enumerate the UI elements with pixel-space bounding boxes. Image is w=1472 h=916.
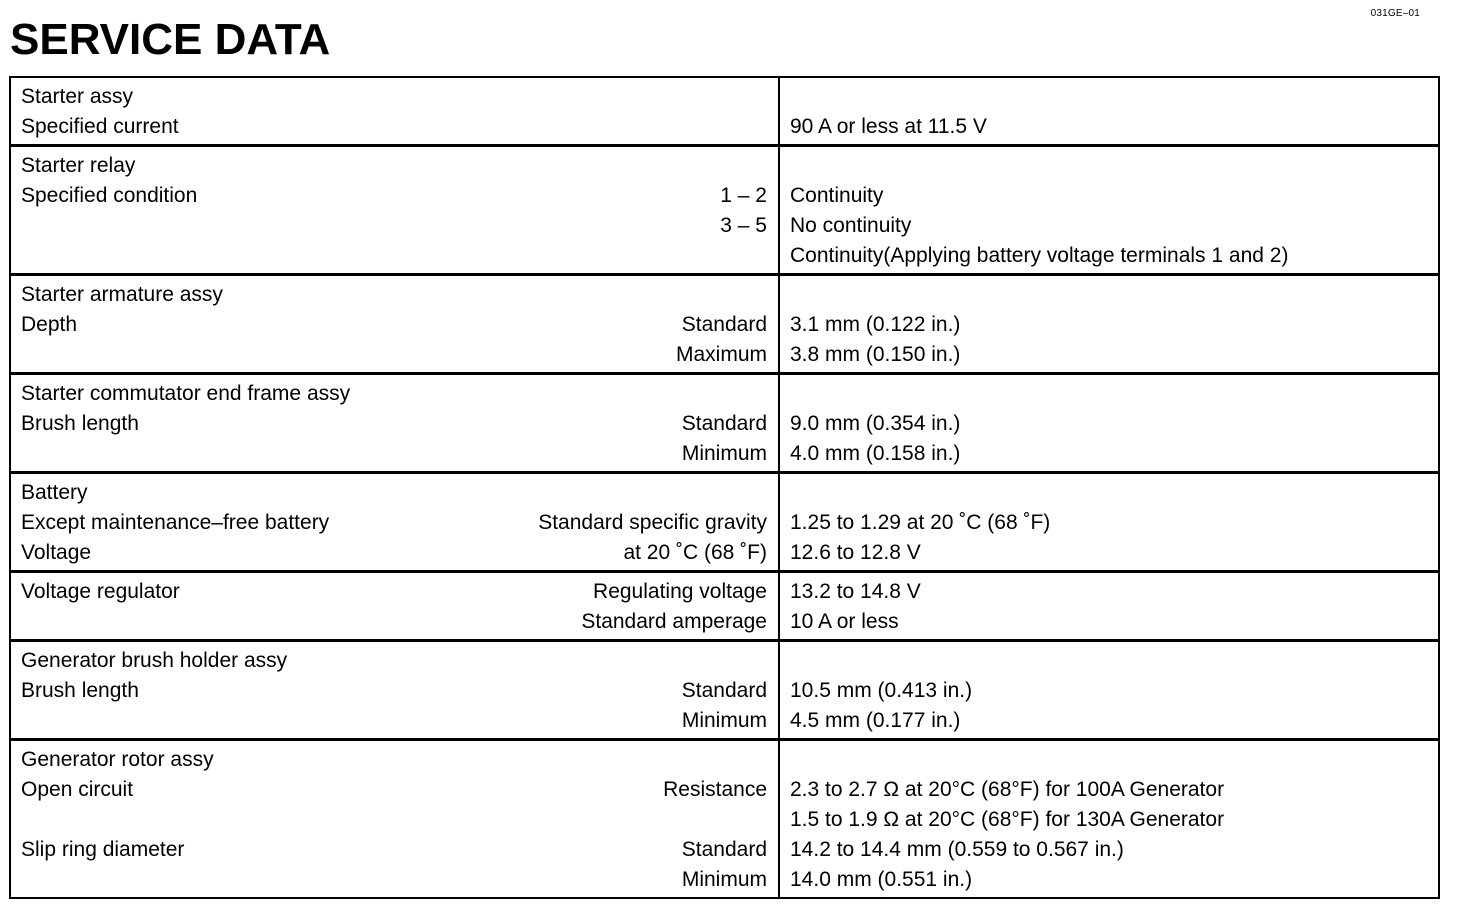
spec-line [21, 82, 767, 112]
spec-line [21, 211, 767, 241]
spec-condition-label: Standard amperage [581, 610, 767, 633]
spec-item-label: Battery [21, 481, 88, 504]
spec-condition-label: Standard [681, 679, 767, 702]
spec-value: 14.2 to 14.4 mm (0.559 to 0.567 in.) [790, 838, 1124, 861]
spec-line [21, 646, 767, 676]
spec-condition-label: 1 – 2 [720, 184, 767, 207]
spec-item-label: Starter assy [21, 85, 134, 108]
spec-condition-label: Minimum [681, 868, 767, 891]
spec-item-label: Specified condition [21, 184, 198, 207]
spec-line [21, 676, 767, 706]
spec-line [21, 835, 767, 865]
spec-line [21, 745, 767, 775]
spec-condition-label: at 20 ˚C (68 ˚F) [623, 541, 767, 564]
spec-item-label: Generator rotor assy [21, 748, 214, 771]
spec-value [790, 379, 1428, 409]
spec-condition-label: Minimum [681, 709, 767, 732]
spec-value: 90 A or less at 11.5 V [790, 115, 987, 138]
spec-value [790, 646, 1428, 676]
spec-item-label: Voltage regulator [21, 580, 180, 603]
spec-value: 3.1 mm (0.122 in.) [790, 313, 961, 336]
spec-item-column [11, 474, 780, 570]
spec-item-label: Open circuit [21, 778, 134, 801]
spec-value: 12.6 to 12.8 V [790, 541, 921, 564]
spec-value: 1.25 to 1.29 at 20 ˚C (68 ˚F) [790, 511, 1051, 534]
spec-condition-label: Standard [681, 313, 767, 336]
spec-item-label: Except maintenance–free battery [21, 511, 330, 534]
spec-line [21, 439, 767, 469]
service-data-table [9, 76, 1440, 899]
spec-value: Continuity(Applying battery voltage terminals 1 and 2) [790, 244, 1289, 267]
spec-value-column [780, 474, 1438, 570]
spec-line [21, 181, 767, 211]
page-title: SERVICE DATA [10, 15, 331, 64]
spec-value [790, 151, 1428, 181]
spec-value: 3.8 mm (0.150 in.) [790, 343, 961, 366]
spec-value-column [780, 642, 1438, 738]
spec-item-label: Slip ring diameter [21, 838, 185, 861]
spec-item-column [11, 375, 780, 471]
spec-line [21, 241, 767, 271]
spec-item-column [11, 573, 780, 639]
spec-item-label: Specified current [21, 115, 179, 138]
spec-item-label: Brush length [21, 679, 139, 702]
spec-section [11, 78, 1438, 147]
spec-value: 10.5 mm (0.413 in.) [790, 679, 973, 702]
spec-item-label: Voltage [21, 541, 92, 564]
spec-item-column [11, 276, 780, 372]
spec-item-column [11, 147, 780, 273]
spec-item-label: Depth [21, 313, 78, 336]
spec-item-column [11, 78, 780, 144]
spec-condition-label: Maximum [675, 343, 767, 366]
spec-condition-label: Standard [681, 412, 767, 435]
spec-line [21, 112, 767, 142]
spec-line [21, 409, 767, 439]
spec-value-column [780, 276, 1438, 372]
spec-value: 4.5 mm (0.177 in.) [790, 709, 961, 732]
spec-item-label: Starter relay [21, 154, 136, 177]
spec-section [11, 147, 1438, 276]
spec-condition-label: Regulating voltage [593, 580, 767, 603]
spec-value [790, 280, 1428, 310]
spec-condition-label: Resistance [663, 778, 767, 801]
spec-section [11, 642, 1438, 741]
spec-section [11, 741, 1438, 897]
spec-section [11, 375, 1438, 474]
spec-line [21, 379, 767, 409]
spec-item-label: Starter armature assy [21, 283, 223, 306]
spec-condition-label: 3 – 5 [720, 214, 767, 237]
spec-item-label: Starter commutator end frame assy [21, 382, 351, 405]
spec-value [790, 82, 1428, 112]
spec-line [21, 151, 767, 181]
spec-line [21, 340, 767, 370]
spec-line [21, 538, 767, 568]
spec-value-column [780, 375, 1438, 471]
spec-item-label: Generator brush holder assy [21, 649, 288, 672]
spec-value: 10 A or less [790, 610, 899, 633]
spec-value-column [780, 78, 1438, 144]
spec-value-column [780, 741, 1438, 897]
document-code: 031GE–01 [1370, 8, 1420, 19]
spec-line [21, 805, 767, 835]
spec-line [21, 865, 767, 895]
spec-value [790, 745, 1428, 775]
spec-section [11, 573, 1438, 642]
spec-line [21, 310, 767, 340]
spec-value: 1.5 to 1.9 Ω at 20°C (68°F) for 130A Generator [790, 808, 1225, 831]
spec-condition-label: Standard [681, 838, 767, 861]
spec-item-column [11, 741, 780, 897]
spec-item-label: Brush length [21, 412, 139, 435]
spec-line [21, 478, 767, 508]
spec-condition-label: Minimum [681, 442, 767, 465]
spec-value-column [780, 147, 1438, 273]
spec-value: 9.0 mm (0.354 in.) [790, 412, 961, 435]
spec-section [11, 276, 1438, 375]
spec-value: 13.2 to 14.8 V [790, 580, 921, 603]
spec-item-column [11, 642, 780, 738]
spec-line [21, 607, 767, 637]
spec-line [21, 280, 767, 310]
spec-condition-label: Standard specific gravity [538, 511, 767, 534]
spec-value: 4.0 mm (0.158 in.) [790, 442, 961, 465]
spec-line [21, 706, 767, 736]
spec-value: Continuity [790, 184, 884, 207]
spec-line [21, 775, 767, 805]
spec-line [21, 577, 767, 607]
spec-value: 14.0 mm (0.551 in.) [790, 868, 973, 891]
spec-line [21, 508, 767, 538]
spec-section [11, 474, 1438, 573]
spec-value [790, 478, 1428, 508]
spec-value: 2.3 to 2.7 Ω at 20°C (68°F) for 100A Generator [790, 778, 1225, 801]
spec-value-column [780, 573, 1438, 639]
spec-value: No continuity [790, 214, 912, 237]
